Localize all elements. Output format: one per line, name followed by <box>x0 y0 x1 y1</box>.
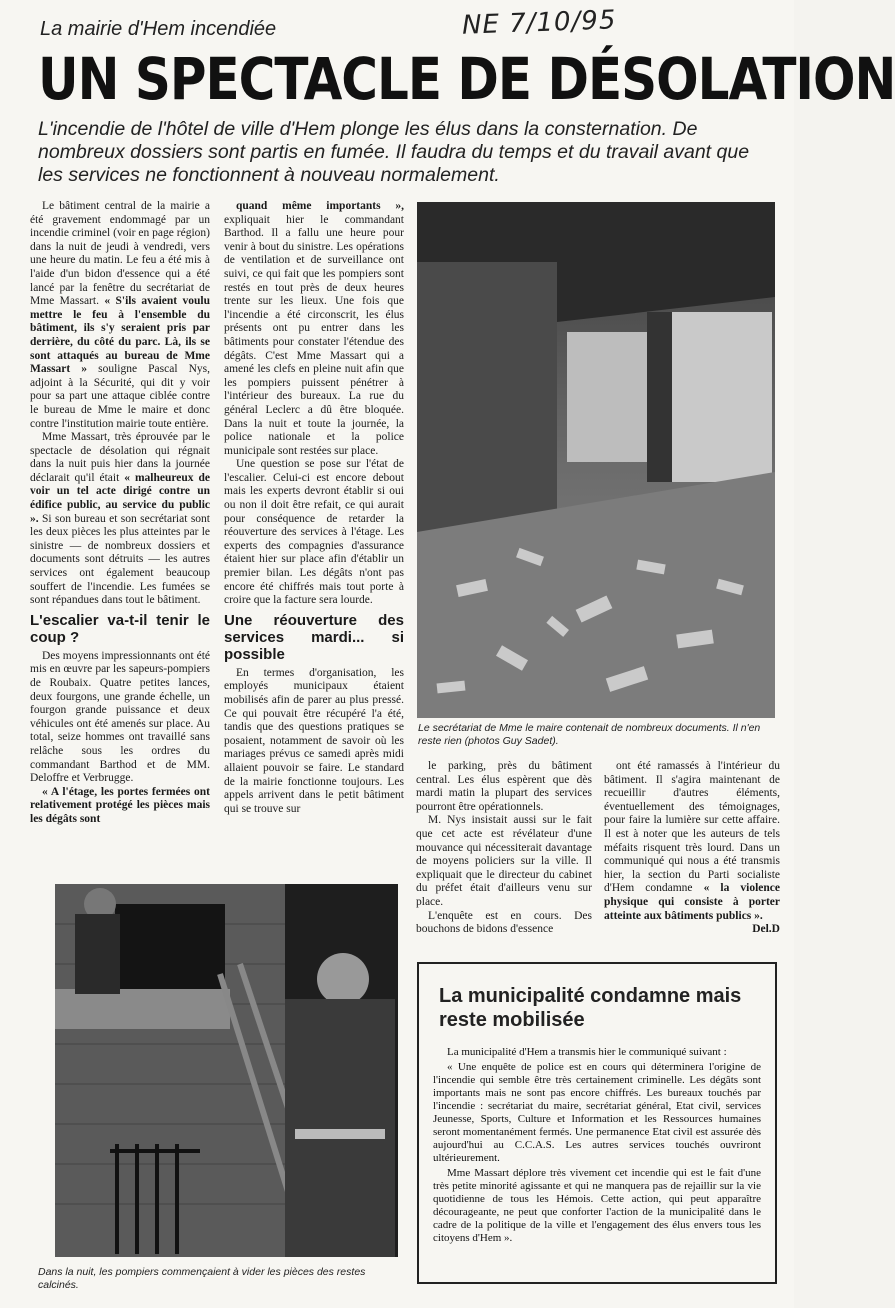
col1-p2-end: Si son bureau et son secrétariat sont les deux pièces les plus atteintes par le sinistre — de nombreux dossiers et documents sont détruits — les autres services ont également beaucoup souffert de l'incendie. Les fumées se sont répandues dans tout le bâtiment. <box>30 512 210 607</box>
signature: Del.D <box>752 923 780 936</box>
col1-p1-bold: « S'ils avaient voulu mettre le feu à l'ensemble du bâtiment, ils s'y seraient pris par derrière, du côté du parc. Là, ils se sont attaqués au bureau de Mme Massart » <box>30 295 211 376</box>
col3-p2: M. Nys insistait aussi sur le fait que cet acte est révélateur d'une mouvance qui nécessiterait davantage de moyens policiers sur la ville. Il expliquait que le directeur du cabinet du préfet était d'ailleurs venu sur place. <box>416 814 592 908</box>
firefighters-image <box>55 884 398 1257</box>
col2-p2: Une question se pose sur l'état de l'escalier. Celui-ci est encore debout mais les experts devront établir si oui ou non il doit être refait, ce qui aurait pour conséquence de retarder la réouverture des services à l'étage. Les experts des compagnies d'assurance étaient hier sur place afin d'établir un premier bilan. Les dégâts n'ont pas encore été chiffrés mais tout porte à croire que la facture sera lourde. <box>224 458 404 607</box>
kicker: La mairie d'Hem incendiée <box>40 18 277 40</box>
col1-p2-bold: « malheureux de voir un tel acte dirigé contre un édifice public, au service du public ». <box>30 471 210 525</box>
subhead-escalier: L'escalier va-t-il tenir le coup ? <box>30 611 210 646</box>
handwritten-note: NE 7/10/95 <box>461 5 617 41</box>
photo-firefighters <box>55 884 398 1257</box>
col2-p1: expliquait hier le commandant Barthod. Il a fallu une heure pour venir à bout du sinistre. Les opérations de ventilation et de surveillance ont suivi, ce qui fait que les pompiers sont restés en tout près de deux heures trente sur les lieux. Une fois que l'incendie a été circonscrit, les élus présents ont pu entrer dans les bâtiments pour constater l'étendue des dégâts. C'est Mme Massart qui a amené les clefs en pleine nuit afin que les pompiers puissent pénétrer à l'intérieur des bureaux. La rue du général Leclerc a dû être bloquée. Dans la nuit et toute la journée, la police nationale et la police municipale sont restées sur place. <box>224 213 404 457</box>
col1-p3: Des moyens impressionnants ont été mis en œuvre par les sapeurs-pompiers de Roubaix. Quatre petites lances, deux fourgons, une grande échelle, un fourgon grande puissance et deux véhicules ont été amenés sur place. Au total, seize hommes ont travaillé sans relâche sous les ordres du commandant Barthod et de MM. Deloffre et Verbrugge. <box>30 649 211 785</box>
box-p3: Mme Massart déplore très vivement cet incendie qui est le fait d'une très petite minorité agissante et qui ne manquera pas de rejaillir sur la vie quotidienne de tous les Hémois. Cette action, qui peut apparaître décourageante, ne peut que conforter l'action de la municipalité dans le cadre de la politique de la ville et l'engagement des élus envers tous les citoyens d'Hem ». <box>433 1167 761 1244</box>
article-column-1 <box>30 200 210 880</box>
box-title: La municipalité condamne mais reste mobilisée <box>439 985 742 1031</box>
col4-p1: ont été ramassés à l'intérieur du bâtiment. Il s'agira maintenant de recueillir d'autres éléments, éventuellement des témoignages, pour faire la lumière sur cette affaire. Il est à noter que les auteurs de tels méfaits risquent très lourd. Dans un communiqué qui nous a été transmis hier, la section du Parti socialiste d'Hem condamne <box>604 760 780 895</box>
col2-p3: En termes d'organisation, les employés municipaux étaient mobilisés afin de parer au plus pressé. Ce qui pouvait être récupéré l'a été, tandis que des questions pratiques se posaient, notamment de savoir où les mariages prévus ce samedi après midi allaient pouvoir se faire. Le standard de la mairie fonctionne toujours. Les appels arrivent dans le petit bâtiment qui se trouve sur <box>224 666 404 815</box>
col1-p1: Le bâtiment central de la mairie a été gravement endommagé par un incendie criminel (voir en page région) dans la nuit de jeudi à vendredi, vers une heure du matin. Le feu a été mis à l'aide d'un bidon d'essence qui a été lancé par la fenêtre du secrétariat de Mme Massart. <box>30 200 210 308</box>
col3-p1: le parking, près du bâtiment central. Les élus espèrent que dès mardi matin la plupart des services pourront être opérationnels. <box>416 760 592 813</box>
photo-top-caption: Le secrétariat de Mme le maire contenait de nombreux documents. Il n'en reste rien (photos Guy Sadet). <box>418 722 761 747</box>
col1-p1-end: souligne Pascal Nys, adjoint à la Sécurité, qui dit y voir pour sa part une attaque ciblée contre le bureau de Mme le maire et donc contre l'institution mairie toute entière. <box>30 363 210 430</box>
communique-box <box>417 962 777 1284</box>
col2-p1-bold: quand même importants », <box>236 200 404 212</box>
photo-burned-office <box>417 202 775 718</box>
article-column-3 <box>416 760 592 940</box>
col3-p3: L'enquête est en cours. Des bouchons de bidons d'essence <box>416 909 592 936</box>
box-p1: La municipalité d'Hem a transmis hier le communiqué suivant : <box>447 1046 727 1058</box>
photo-bottom-caption: Dans la nuit, les pompiers commençaient à vider les pièces des restes calcinés. <box>38 1266 366 1291</box>
deck: L'incendie de l'hôtel de ville d'Hem plonge les élus dans la consternation. De nombreux dossiers sont partis en fumée. Il faudra du temps et du travail avant que les services ne fonctionnent à nouveau normalement. <box>38 118 750 186</box>
article-column-2 <box>224 200 404 880</box>
box-p2: « Une enquête de police est en cours qui déterminera l'origine de l'incendie qui semble être très certainement criminelle. Les dégâts sont importants mais ne sont pas encore chiffrés. Les bureaux touchés par l'incendie : secrétariat du maire, secrétariat général, Etat civil, services Jeunesse, Sports, Culture et Information et les Ressources humaines seront momentanément fermés. Une permanence Etat civil est assurée dès aujourd'hui au C.C.A.S. Les autres services touchés ouvriront ultérieurement. <box>433 1061 761 1164</box>
headline: UN SPECTACLE DE DÉSOLATION <box>38 46 895 113</box>
col1-p4-bold: « A l'étage, les portes fermées ont relativement protégé les pièces mais les dégâts sont <box>30 785 210 825</box>
article-column-4 <box>604 760 780 945</box>
subhead-reouverture: Une réouverture des services mardi... si possible <box>224 611 404 663</box>
col4-p1-bold: « la violence physique qui consiste à porter atteinte aux bâtiments publics ». <box>604 882 781 922</box>
burned-office-image <box>417 202 775 718</box>
col1-p2: Mme Massart, très éprouvée par le spectacle de désolation qui régnait dans la nuit puis hier dans la journée déclarait qu'il était <box>30 431 210 484</box>
